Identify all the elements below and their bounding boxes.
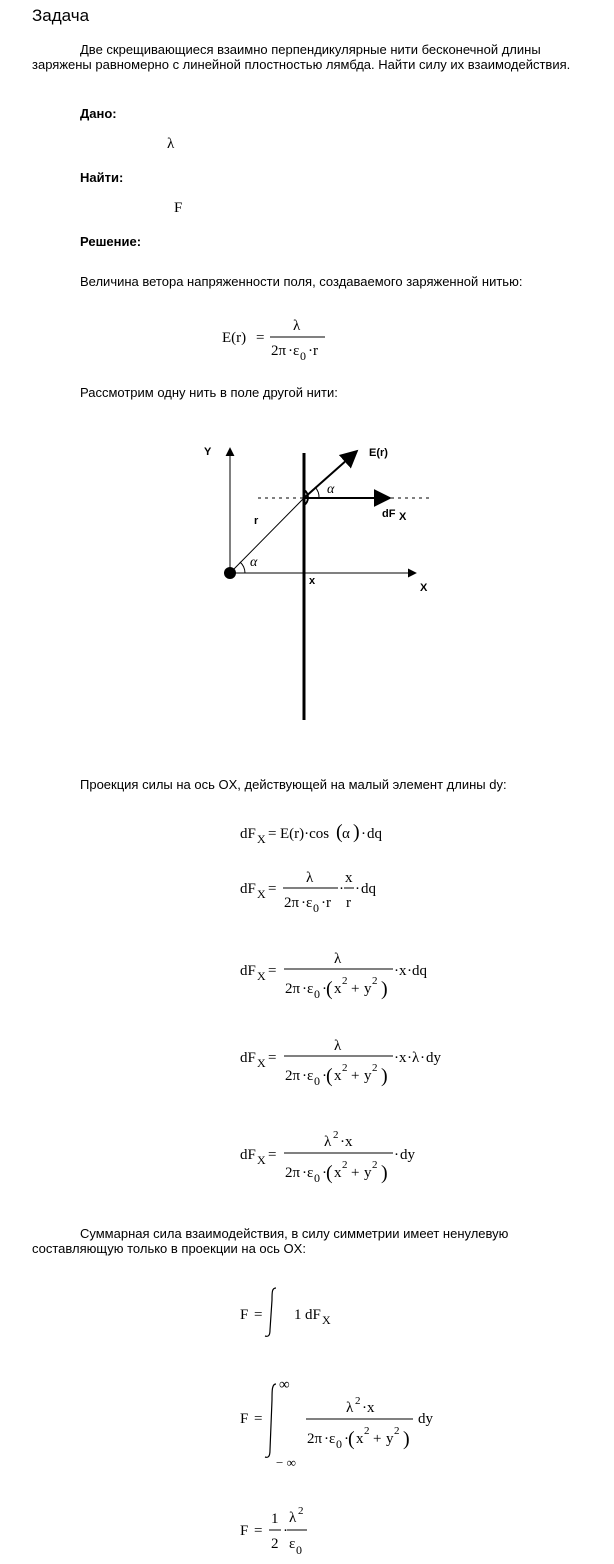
svg-text:E(r)·cos: E(r)·cos — [280, 826, 330, 842]
svg-text:2π: 2π — [271, 343, 287, 359]
svg-text:·: · — [407, 1050, 412, 1066]
svg-text:2: 2 — [372, 1062, 378, 1074]
threads-diagram — [204, 446, 430, 720]
svg-text:ε: ε — [329, 1431, 336, 1447]
svg-text:dy: dy — [418, 1411, 433, 1427]
svg-text:λ: λ — [346, 1400, 354, 1416]
svg-text:dF: dF — [240, 881, 256, 897]
svg-text:2π: 2π — [285, 1165, 301, 1181]
svg-text:2: 2 — [372, 975, 378, 987]
svg-text:·: · — [394, 1147, 399, 1163]
given-heading: Дано: — [80, 106, 117, 121]
svg-text:(: ( — [336, 821, 343, 843]
svg-text:2: 2 — [394, 1425, 400, 1437]
svg-text:·: · — [308, 343, 313, 359]
svg-text:ε: ε — [307, 1165, 314, 1181]
svg-text:·: · — [302, 981, 307, 997]
svg-text:0: 0 — [314, 1171, 320, 1185]
svg-text:·: · — [283, 1523, 288, 1539]
svg-text:r: r — [254, 515, 259, 527]
svg-text:0: 0 — [314, 1074, 320, 1088]
svg-text:·: · — [344, 1431, 349, 1447]
svg-text:=: = — [268, 826, 277, 842]
svg-text:dF: dF — [240, 1050, 256, 1066]
svg-text:E(r): E(r) — [369, 447, 388, 459]
svg-text:=: = — [268, 963, 277, 979]
svg-text:2: 2 — [333, 1129, 339, 1141]
svg-text:dF: dF — [240, 963, 256, 979]
svg-text:X: X — [322, 1313, 331, 1327]
svg-text:2: 2 — [355, 1395, 361, 1407]
problem-text: Две скрещивающиеся взаимно перпендикулярные нити бесконечной длины заряжены равномерно с линейной плостностью лямбда. Найти силу их взаимодействия. — [32, 42, 571, 72]
svg-text:·: · — [362, 1400, 367, 1416]
projection-text: Проекция силы на ось OX, действующей на малый элемент длины dy: — [80, 777, 507, 792]
svg-text:y: y — [364, 1068, 372, 1084]
svg-text:λ: λ — [334, 1038, 342, 1054]
given-value: λ — [167, 136, 175, 152]
svg-text:X: X — [399, 511, 407, 523]
svg-text:x: x — [334, 1165, 342, 1181]
svg-text:x: x — [334, 1068, 342, 1084]
radius-line — [230, 498, 304, 573]
field-intro-text: Величина ветора напряженности поля, создаваемого заряженной нитью: — [80, 274, 523, 289]
svg-text:+: + — [351, 981, 360, 997]
svg-text:0: 0 — [313, 901, 319, 915]
svg-text:x: x — [334, 981, 342, 997]
svg-text:0: 0 — [336, 1437, 342, 1451]
svg-text:=: = — [254, 1523, 263, 1539]
svg-text:): ) — [381, 978, 388, 1000]
svg-text:2: 2 — [342, 975, 348, 987]
svg-text:(: ( — [326, 978, 333, 1000]
formula-field-strength — [222, 318, 325, 363]
svg-text:2: 2 — [342, 1062, 348, 1074]
svg-text:2: 2 — [342, 1159, 348, 1171]
svg-text:·: · — [407, 963, 412, 979]
svg-text:X: X — [257, 832, 266, 846]
svg-text:r: r — [313, 343, 318, 359]
formula-projection-5 — [240, 1129, 416, 1185]
svg-text:X: X — [257, 887, 266, 901]
svg-text:dy: dy — [426, 1050, 441, 1066]
svg-text:dy: dy — [400, 1147, 415, 1163]
svg-text:2π: 2π — [307, 1431, 323, 1447]
svg-text:dF: dF — [305, 1307, 321, 1323]
svg-text:·: · — [394, 963, 399, 979]
svg-text:λ: λ — [306, 870, 314, 886]
svg-text:ε: ε — [293, 343, 300, 359]
page-title: Задача — [32, 6, 90, 25]
svg-text:F: F — [240, 1307, 249, 1323]
svg-text:·: · — [322, 981, 327, 997]
svg-text:(: ( — [326, 1162, 333, 1184]
charge-dot — [224, 567, 236, 579]
svg-text:·: · — [355, 881, 360, 897]
svg-text:r: r — [326, 895, 331, 911]
svg-text:x: x — [309, 575, 316, 587]
svg-text:·: · — [301, 895, 306, 911]
svg-text:λ: λ — [289, 1510, 297, 1526]
formula-integral-1 — [240, 1288, 331, 1336]
svg-text:x: x — [356, 1431, 364, 1447]
svg-text:): ) — [353, 821, 360, 843]
svg-text:): ) — [381, 1162, 388, 1184]
svg-text:·: · — [324, 1431, 329, 1447]
svg-text:2π: 2π — [285, 1068, 301, 1084]
svg-text:0: 0 — [300, 349, 306, 363]
svg-text:λ: λ — [293, 318, 301, 334]
svg-text:(: ( — [326, 1065, 333, 1087]
svg-text:·: · — [361, 826, 366, 842]
svg-text:·: · — [420, 1050, 425, 1066]
svg-text:ε: ε — [307, 1068, 314, 1084]
svg-text:2: 2 — [298, 1505, 304, 1517]
svg-text:x: x — [399, 963, 407, 979]
svg-text:2: 2 — [372, 1159, 378, 1171]
svg-text:y: y — [386, 1431, 394, 1447]
solution-heading: Решение: — [80, 234, 142, 249]
formula-integral-2 — [240, 1377, 434, 1470]
svg-text:y: y — [364, 1165, 372, 1181]
svg-text:dF: dF — [382, 508, 396, 520]
svg-text:·: · — [302, 1068, 307, 1084]
svg-text:dF: dF — [240, 1147, 256, 1163]
svg-text:α: α — [327, 482, 335, 497]
formula-projection-1 — [240, 821, 383, 846]
find-heading: Найти: — [80, 170, 124, 185]
svg-text:): ) — [381, 1065, 388, 1087]
svg-text:− ∞: − ∞ — [276, 1455, 296, 1470]
svg-text:X: X — [257, 1153, 266, 1167]
svg-text:=: = — [268, 1147, 277, 1163]
svg-text:X: X — [257, 1056, 266, 1070]
svg-text:α: α — [342, 826, 350, 842]
formula-projection-2 — [240, 870, 377, 915]
svg-text:λ: λ — [334, 951, 342, 967]
svg-text:+: + — [351, 1165, 360, 1181]
svg-text:·: · — [321, 895, 326, 911]
svg-text:dq: dq — [361, 881, 376, 897]
svg-text:=: = — [256, 330, 265, 346]
svg-text:1: 1 — [294, 1307, 302, 1323]
svg-text:2: 2 — [271, 1536, 279, 1552]
svg-text:0: 0 — [314, 987, 320, 1001]
svg-text:·: · — [322, 1068, 327, 1084]
svg-text:x: x — [367, 1400, 375, 1416]
svg-text:x: x — [399, 1050, 407, 1066]
svg-text:Y: Y — [204, 446, 212, 458]
formula-projection-4 — [240, 1038, 442, 1088]
sum-force-text: Суммарная сила взаимодействия, в силу симметрии имеет ненулевую составляющую только в проекции на ось OX: — [32, 1226, 509, 1256]
svg-text:·: · — [339, 881, 344, 897]
consider-text: Рассмотрим одну нить в поле другой нити: — [80, 385, 338, 400]
svg-text:+: + — [373, 1431, 382, 1447]
svg-text:1: 1 — [271, 1511, 279, 1527]
svg-text:y: y — [364, 981, 372, 997]
svg-text:=: = — [268, 881, 277, 897]
svg-text:X: X — [257, 969, 266, 983]
svg-text:r: r — [346, 895, 351, 911]
svg-text:·: · — [340, 1134, 345, 1150]
formula-result — [240, 1505, 307, 1557]
svg-text:F: F — [240, 1523, 249, 1539]
svg-text:∞: ∞ — [279, 1377, 290, 1393]
svg-text:·: · — [322, 1165, 327, 1181]
formula-projection-3 — [240, 951, 428, 1001]
svg-text:α: α — [250, 555, 258, 570]
svg-text:λ: λ — [412, 1050, 420, 1066]
svg-text:F: F — [240, 1411, 249, 1427]
svg-text:=: = — [254, 1307, 263, 1323]
svg-text:dF: dF — [240, 826, 256, 842]
svg-text:dq: dq — [412, 963, 427, 979]
svg-text:dq: dq — [367, 826, 382, 842]
svg-text:·: · — [394, 1050, 399, 1066]
svg-text:E(r): E(r) — [222, 330, 247, 346]
svg-text:(: ( — [348, 1428, 355, 1450]
svg-text:): ) — [403, 1428, 410, 1450]
svg-text:ε: ε — [306, 895, 313, 911]
svg-text:x: x — [345, 870, 353, 886]
svg-text:ε: ε — [289, 1536, 296, 1552]
svg-text:2π: 2π — [285, 981, 301, 997]
svg-text:λ: λ — [324, 1134, 332, 1150]
svg-text:ε: ε — [307, 981, 314, 997]
svg-text:x: x — [345, 1134, 353, 1150]
svg-text:·: · — [302, 1165, 307, 1181]
svg-text:0: 0 — [296, 1543, 302, 1557]
svg-text:X: X — [420, 582, 428, 594]
find-value: F — [174, 200, 183, 216]
svg-text:=: = — [268, 1050, 277, 1066]
svg-text:+: + — [351, 1068, 360, 1084]
svg-text:=: = — [254, 1411, 263, 1427]
svg-text:·: · — [288, 343, 293, 359]
svg-text:2: 2 — [364, 1425, 370, 1437]
svg-text:2π: 2π — [284, 895, 300, 911]
